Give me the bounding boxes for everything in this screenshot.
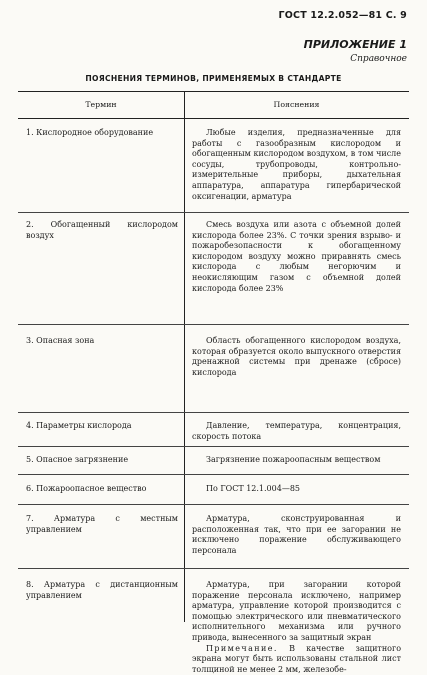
table-row (18, 212, 409, 324)
term-cell: 6. Пожароопасное вещество (26, 484, 147, 493)
table-row (18, 504, 409, 568)
appendix-reference: Справочное (350, 54, 407, 64)
explanation-paragraph: Арматура, при загорании которой поражение персонала исключено, например арматура, управление которой производится с помощью электрического или пневматического исполнительного механизма или ручного привода, вынесенного за защитный экран (192, 580, 401, 642)
explanation-cell (192, 580, 401, 675)
appendix-label: ПРИЛОЖЕНИЕ 1 (303, 38, 407, 51)
column-header-term: Термин (85, 100, 117, 109)
table-row (18, 412, 409, 446)
term-cell: 3. Опасная зона (26, 336, 95, 345)
terms-table (18, 91, 409, 674)
explanation-cell: Арматура, сконструированная и расположенная так, что при ее загорании не исключено поражение обслуживающего персонала (192, 514, 401, 555)
term-cell: 8. Арматура с дистанционным управлением (26, 580, 178, 600)
explanation-cell: Смесь воздуха или азота с объемной долей кислорода более 23%. С точки зрения взрыво- и пожаробезопасности к обогащенному кислородом воздуху можно приравнять смесь кислорода с любым негорючим и неокисляющим газом с объемной долей кислорода более 23% (192, 220, 401, 293)
explanation-cell: Давление, температура, концентрация, скорость потока (192, 421, 401, 441)
term-cell: 5. Опасное загрязнение (26, 455, 129, 464)
table-row (18, 446, 409, 474)
note-text: В качестве защитного экрана могут быть использованы стальной лист толщиной не менее 2 мм, железобе- (192, 643, 402, 674)
table-row (18, 324, 409, 412)
explanation-cell: Любые изделия, предназначенные для работы с газообразным кислородом и обогащенным кислородом воздухом, в том числе сосуды, трубопроводы, контрольно-измерительные приборы, дыхательная аппаратура, аппаратура гипербарической оксигенации, арматура (192, 128, 401, 201)
note-label: Примечание. (206, 643, 278, 653)
explanation-cell: Загрязнение пожароопасным веществом (206, 455, 381, 464)
table-row (18, 568, 409, 674)
explanation-cell: По ГОСТ 12.1.004—85 (206, 484, 300, 493)
term-cell: 1. Кислородное оборудование (26, 128, 154, 137)
column-header-explanation: Пояснения (273, 100, 320, 109)
term-cell: 7. Арматура с местным управлением (26, 514, 178, 534)
explanation-cell: Область обогащенного кислородом воздуха, которая образуется около выпускного отверстия дренажной системы при дренаже (сбросе) кислорода (192, 336, 401, 377)
note-paragraph (192, 644, 401, 675)
table-row (18, 474, 409, 504)
table-row (18, 118, 409, 212)
page-title: ПОЯСНЕНИЯ ТЕРМИНОВ, ПРИМЕНЯЕМЫХ В СТАНДАРТЕ (85, 74, 342, 83)
term-cell: 4. Параметры кислорода (26, 421, 132, 430)
term-cell: 2. Обогащенный кислородом воздух (26, 220, 178, 240)
page-header: ГОСТ 12.2.052—81 С. 9 (278, 10, 407, 21)
